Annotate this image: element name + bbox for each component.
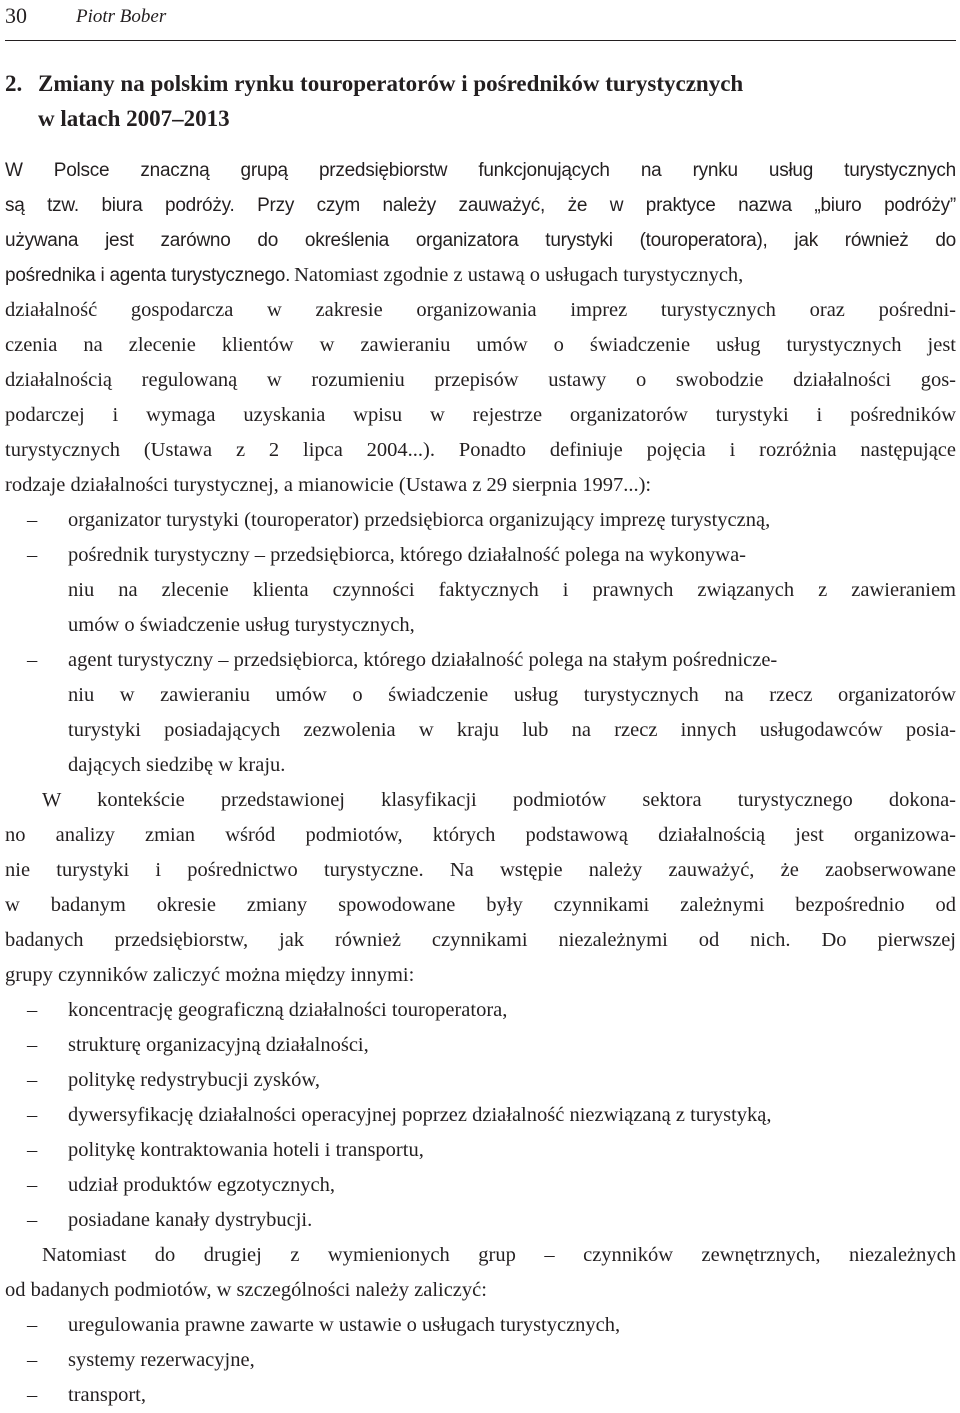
paragraph-line: rodzaje działalności turystycznej, a mianowicie (Ustawa z 29 sierpnia 1997...): <box>5 474 652 496</box>
list-item-text: politykę redystrybucji zysków, <box>68 1069 321 1091</box>
dash-bullet: – <box>27 1349 38 1371</box>
list-item <box>5 993 956 1028</box>
paragraph-factors-intro <box>5 783 956 993</box>
intro-line: W Polsce znaczną grupą przedsiębiorstw funkcjonujących na rynku usług turystycznych <box>5 160 956 181</box>
list-item-text: koncentrację geograficzną działalności touroperatora, <box>68 999 508 1021</box>
list-item-continuation: umów o świadczenie usług turystycznych, <box>68 614 415 636</box>
paragraph-line: Natomiast zgodnie z ustawą o usługach turystycznych, <box>294 264 744 286</box>
intro-paragraph <box>5 153 956 258</box>
dash-bullet: – <box>27 1104 38 1126</box>
list-item-text: uregulowania prawne zawarte w ustawie o usługach turystycznych, <box>68 1314 621 1336</box>
list-item-text: organizator turystyki (touroperator) przedsiębiorca organizujący imprezę turystyczną, <box>68 509 771 531</box>
section-title-line-1: Zmiany na polskim rynku touroperatorów i pośredników turystycznych <box>38 71 744 96</box>
list-item <box>5 1378 956 1413</box>
list-item <box>5 538 956 573</box>
external-factors-list <box>5 1308 956 1413</box>
section-title-line-2: w latach 2007–2013 <box>38 106 230 131</box>
paragraph-line: W kontekście przedstawionej klasyfikacji podmiotów sektora turystycznego dokona- <box>42 789 956 811</box>
list-item-continuation: turystyki posiadających zezwolenia w kraju lub na rzecz innych usługodawców posia- <box>68 719 956 741</box>
list-item <box>5 1133 956 1168</box>
dash-bullet: – <box>27 1384 38 1406</box>
dash-bullet: – <box>27 1314 38 1336</box>
list-item-text: udział produktów egzotycznych, <box>68 1174 335 1196</box>
list-item <box>5 1063 956 1098</box>
dash-bullet: – <box>27 1034 38 1056</box>
internal-factors-list <box>5 993 956 1238</box>
list-item <box>5 1028 956 1063</box>
section-heading <box>5 68 955 138</box>
list-item <box>5 503 956 538</box>
paragraph-line: czenia na zlecenie klientów w zawieraniu umów o świadczenie usług turystycznych jest <box>5 334 956 356</box>
list-item-text: systemy rezerwacyjne, <box>68 1349 255 1371</box>
running-head-author: Piotr Bober <box>76 6 167 27</box>
list-item <box>5 1098 956 1133</box>
paragraph-line: działalność gospodarcza w zakresie organizowania imprez turystycznych oraz pośredni- <box>5 299 956 321</box>
page-number: 30 <box>5 3 27 28</box>
definitions-list <box>5 503 956 783</box>
paragraph-line: no analizy zmian wśród podmiotów, których podstawową działalnością jest organizowa- <box>5 824 956 846</box>
list-item <box>5 1203 956 1238</box>
list-item <box>5 1308 956 1343</box>
list-item-text: politykę kontraktowania hoteli i transportu, <box>68 1139 424 1161</box>
list-item-continuation: niu w zawieraniu umów o świadczenie usług turystycznych na rzecz organizatorów <box>68 684 956 706</box>
mixed-line <box>5 258 956 293</box>
section-number: 2. <box>5 71 23 96</box>
intro-line: używana jest zarówno do określenia organizatora turystyki (touroperatora), jak również do <box>5 230 956 251</box>
dash-bullet: – <box>27 999 38 1021</box>
list-item-text: strukturę organizacyjną działalności, <box>68 1034 369 1056</box>
paragraph-line: podarczej i wymaga uzyskania wpisu w rejestrze organizatorów turystyki i pośredników <box>5 404 956 426</box>
list-item-continuation: dających siedzibę w kraju. <box>68 754 286 776</box>
dash-bullet: – <box>27 1209 38 1231</box>
paragraph-act-definitions <box>5 258 956 503</box>
dash-bullet: – <box>27 649 38 671</box>
intro-line: są tzw. biura podróży. Przy czym należy zauważyć, że w praktyce nazwa „biuro podróży” <box>5 195 956 216</box>
page-header <box>5 0 956 41</box>
paragraph-line: Natomiast do drugiej z wymienionych grup – czynników zewnętrznych, niezależnych <box>42 1244 956 1266</box>
list-item-text: agent turystyczny – przedsiębiorca, którego działalność polega na stałym pośrednicze- <box>68 649 778 671</box>
list-item-continuation: niu na zlecenie klienta czynności faktycznych i prawnych związanych z zawieraniem <box>68 579 956 601</box>
list-item-text: dywersyfikację działalności operacyjnej poprzez działalność niezwiązaną z turystyką, <box>68 1104 772 1126</box>
paragraph-line: turystycznych (Ustawa z 2 lipca 2004...). Ponadto definiuje pojęcia i rozróżnia następujące <box>5 439 956 461</box>
dash-bullet: – <box>27 544 38 566</box>
paragraph-line: badanych przedsiębiorstw, jak również czynnikami niezależnymi od nich. Do pierwszej <box>5 929 956 951</box>
list-item-text: posiadane kanały dystrybucji. <box>68 1209 313 1231</box>
paragraph-line: działalnością regulowaną w rozumieniu przepisów ustawy o swobodzie działalności gos- <box>5 369 956 391</box>
paragraph-line: od badanych podmiotów, w szczególności należy zaliczyć: <box>5 1279 487 1301</box>
paragraph-line: nie turystyki i pośrednictwo turystyczne. Na wstępie należy zauważyć, że zaobserwowane <box>5 859 956 881</box>
paragraph-line: w badanym okresie zmiany spowodowane były czynnikami zależnymi bezpośrednio od <box>5 894 956 916</box>
dash-bullet: – <box>27 509 38 531</box>
dash-bullet: – <box>27 1139 38 1161</box>
dash-bullet: – <box>27 1069 38 1091</box>
list-item-text: pośrednik turystyczny – przedsiębiorca, którego działalność polega na wykonywa- <box>68 544 746 566</box>
dash-bullet: – <box>27 1174 38 1196</box>
intro-line: pośrednika i agenta turystycznego. <box>5 265 291 286</box>
list-item <box>5 1168 956 1203</box>
paragraph-line: grupy czynników zaliczyć można między innymi: <box>5 964 415 986</box>
list-item <box>5 1343 956 1378</box>
list-item <box>5 643 956 678</box>
list-item-text: transport, <box>68 1384 146 1406</box>
paragraph-external-factors <box>5 1238 956 1308</box>
